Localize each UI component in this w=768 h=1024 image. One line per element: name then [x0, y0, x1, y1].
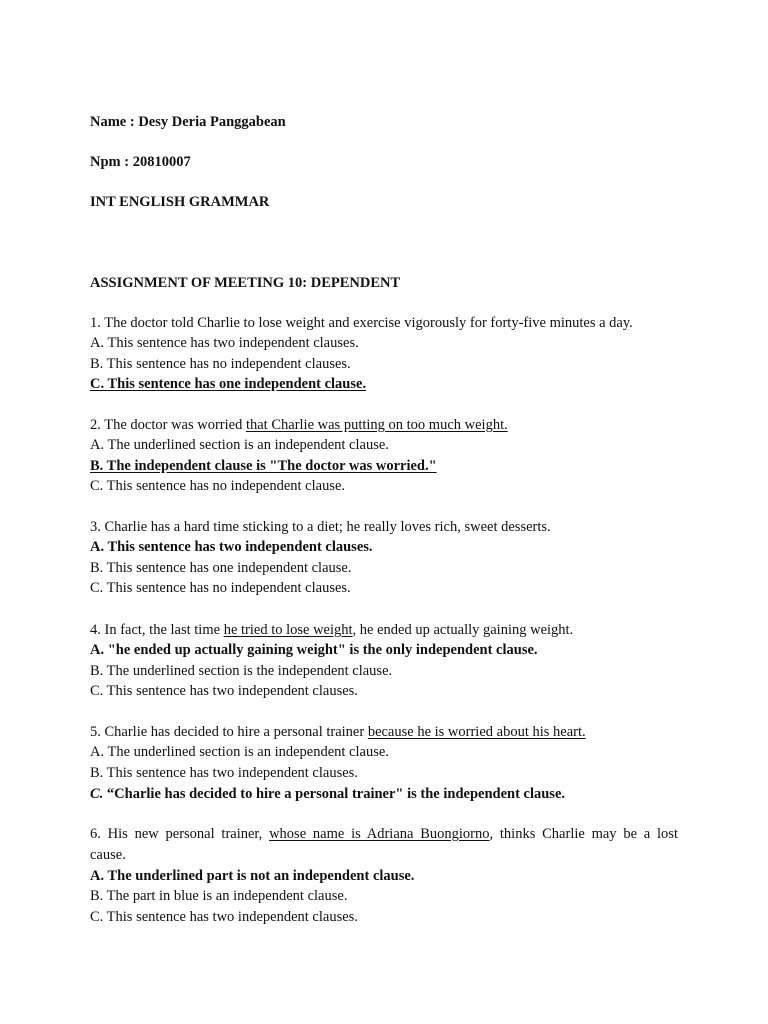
q3-option-a-answer: A. This sentence has two independent clauses. [90, 539, 373, 555]
q4-text-end: , he ended up actually gaining weight. [352, 622, 574, 638]
q6-option-b: B. The part in blue is an independent clause. [90, 888, 348, 904]
q1-option-b: B. This sentence has no independent clauses. [90, 356, 351, 372]
student-name: Name : Desy Deria Panggabean [90, 114, 286, 130]
question-5 [90, 722, 586, 742]
assignment-title: ASSIGNMENT OF MEETING 10: DEPENDENT [90, 275, 401, 291]
question-6-continuation: cause. [90, 847, 126, 863]
q2-text: 2. The doctor was worried [90, 417, 246, 433]
q5-option-c-text: “Charlie has decided to hire a personal trainer" is the independent clause. [103, 786, 566, 802]
q5-underlined-clause: because he is worried about his heart. [367, 724, 586, 740]
q4-option-a-answer: A. "he ended up actually gaining weight" is the only independent clause. [90, 642, 538, 658]
q5-option-c-answer [90, 784, 565, 804]
q3-option-c: C. This sentence has no independent clauses. [90, 580, 351, 596]
q4-option-b: B. The underlined section is the independent clause. [90, 663, 393, 679]
q2-option-c: C. This sentence has no independent clause. [90, 478, 346, 494]
question-4 [90, 620, 573, 640]
q6-underlined-clause: whose name is Adriana Buongiorno [269, 826, 490, 842]
q2-underlined-clause: that Charlie was putting on too much weight. [245, 417, 508, 433]
question-3: 3. Charlie has a hard time sticking to a diet; he really loves rich, sweet desserts. [90, 519, 551, 535]
q4-text-start: 4. In fact, the last time [90, 622, 224, 638]
q6-option-c: C. This sentence has two independent clauses. [90, 909, 358, 925]
q6-option-a-answer: A. The underlined part is not an independent clause. [90, 868, 415, 884]
course-title: INT ENGLISH GRAMMAR [90, 194, 270, 210]
question-2 [90, 415, 508, 435]
question-1: 1. The doctor told Charlie to lose weight and exercise vigorously for forty-five minutes a day. [90, 315, 633, 331]
q4-underlined-clause: he tried to lose weight [223, 622, 353, 638]
q2-option-a: A. The underlined section is an independent clause. [90, 437, 389, 453]
q1-option-c-answer: C. This sentence has one independent clause. [90, 376, 367, 392]
q4-option-c: C. This sentence has two independent clauses. [90, 683, 358, 699]
q5-option-b: B. This sentence has two independent clauses. [90, 765, 358, 781]
q6-text-start: 6. His new personal trainer, [90, 826, 270, 842]
q5-option-a: A. The underlined section is an independent clause. [90, 744, 389, 760]
q1-option-a: A. This sentence has two independent clauses. [90, 335, 359, 351]
q3-option-b: B. This sentence has one independent clause. [90, 560, 352, 576]
student-npm: Npm : 20810007 [90, 154, 191, 170]
q5-option-c-letter: C. [90, 786, 104, 802]
q5-text: 5. Charlie has decided to hire a personal trainer [90, 724, 368, 740]
question-6 [90, 824, 678, 844]
q6-text-end: , thinks Charlie may be a lost [489, 826, 678, 842]
q2-option-b-answer: B. The independent clause is "The doctor was worried." [90, 458, 437, 474]
